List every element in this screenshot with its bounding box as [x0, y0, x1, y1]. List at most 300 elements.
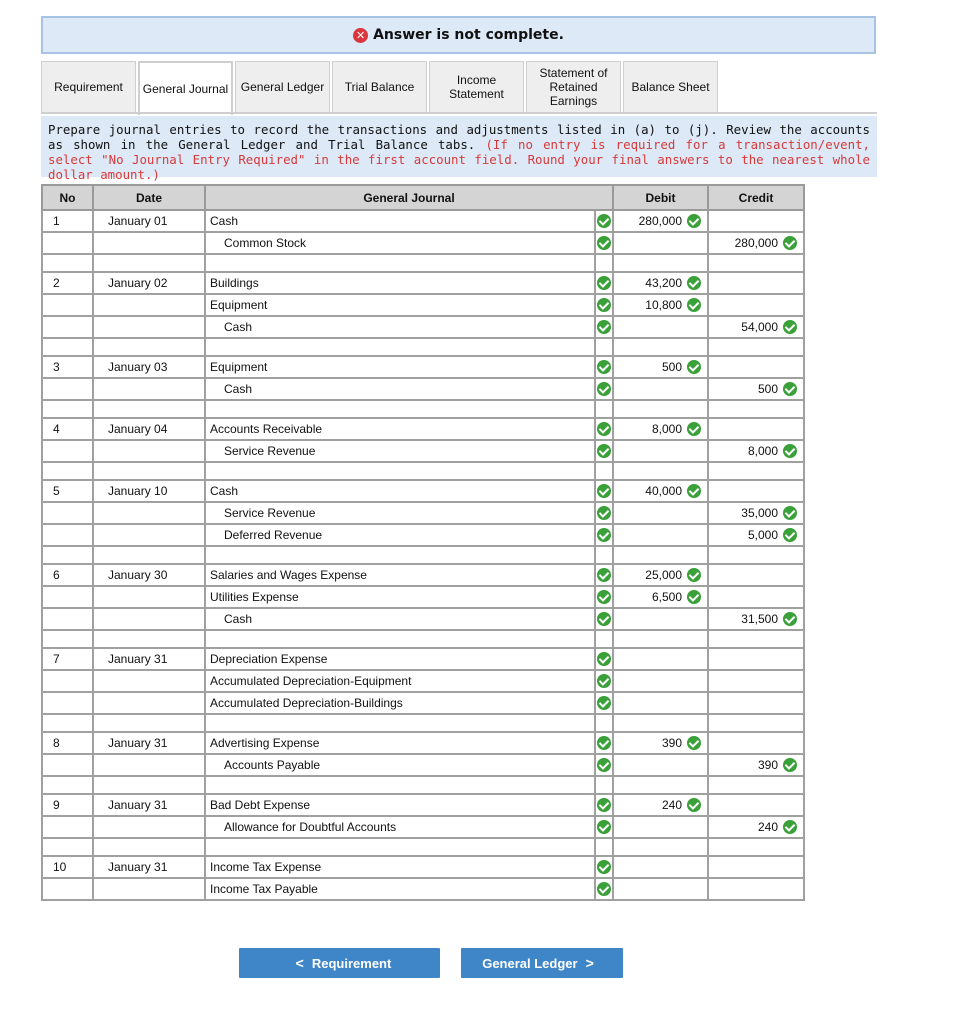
validation-cell — [595, 502, 613, 524]
validation-cell — [595, 210, 613, 232]
account-field[interactable]: Accounts Receivable — [205, 418, 595, 440]
chevron-left-icon: < — [295, 955, 304, 971]
credit-field[interactable] — [708, 692, 804, 714]
entry-date[interactable] — [93, 294, 205, 316]
validation-cell — [595, 670, 613, 692]
credit-value: 8,000 — [747, 443, 778, 458]
entry-number: 9 — [42, 794, 93, 816]
empty-cell — [205, 400, 595, 418]
credit-field[interactable] — [708, 732, 804, 754]
debit-field[interactable] — [613, 648, 708, 670]
check-icon — [783, 444, 797, 458]
entry-date[interactable] — [93, 316, 205, 338]
account-field[interactable]: Income Tax Payable — [205, 878, 595, 900]
instructions-note: (If no entry is required for a transaction/event, select "No Journal Entry Required" in the first account field. Round your final answers to the nearest whole dollar amount.) — [48, 137, 870, 182]
validation-cell — [595, 794, 613, 816]
requirement-nav-button[interactable] — [239, 948, 440, 978]
debit-field[interactable] — [613, 816, 708, 838]
empty-cell — [205, 714, 595, 732]
table-spacer-row — [42, 714, 804, 732]
debit-field[interactable] — [613, 502, 708, 524]
check-icon — [597, 320, 611, 334]
empty-cell — [613, 338, 708, 356]
empty-cell — [93, 462, 205, 480]
check-icon — [597, 696, 611, 710]
table-row — [42, 356, 804, 378]
empty-cell — [205, 338, 595, 356]
empty-cell — [613, 462, 708, 480]
empty-cell — [613, 254, 708, 272]
table-row — [42, 272, 804, 294]
check-icon — [597, 590, 611, 604]
validation-cell — [595, 316, 613, 338]
check-icon — [687, 590, 701, 604]
empty-cell — [42, 838, 93, 856]
table-spacer-row — [42, 776, 804, 794]
debit-field[interactable] — [613, 524, 708, 546]
chevron-right-icon: > — [585, 955, 594, 971]
account-field[interactable]: Service Revenue — [205, 440, 595, 462]
validation-cell — [595, 608, 613, 630]
empty-cell — [595, 776, 613, 794]
empty-cell — [595, 338, 613, 356]
entry-date[interactable]: January 03 — [93, 356, 205, 378]
debit-field[interactable] — [613, 586, 708, 608]
debit-field[interactable] — [613, 272, 708, 294]
validation-cell — [595, 524, 613, 546]
credit-field[interactable] — [708, 878, 804, 900]
empty-cell — [708, 254, 804, 272]
check-icon — [687, 736, 701, 750]
table-header-row — [42, 185, 804, 210]
entry-number: 5 — [42, 480, 93, 502]
entry-date[interactable]: January 01 — [93, 210, 205, 232]
empty-cell — [93, 400, 205, 418]
entry-number — [42, 692, 93, 714]
check-icon — [597, 382, 611, 396]
debit-field[interactable] — [613, 754, 708, 776]
account-field[interactable]: Cash — [205, 378, 595, 400]
debit-value: 43,200 — [645, 275, 682, 290]
debit-value: 500 — [661, 359, 682, 374]
table-row — [42, 754, 804, 776]
check-icon — [687, 798, 701, 812]
check-icon — [597, 568, 611, 582]
table-row — [42, 440, 804, 462]
check-icon — [597, 236, 611, 250]
account-field[interactable]: Accumulated Depreciation-Buildings — [205, 692, 595, 714]
credit-field[interactable] — [708, 608, 804, 630]
empty-cell — [595, 462, 613, 480]
table-row — [42, 502, 804, 524]
empty-cell — [42, 776, 93, 794]
table-spacer-row — [42, 254, 804, 272]
entry-number — [42, 524, 93, 546]
credit-field[interactable] — [708, 524, 804, 546]
empty-cell — [93, 630, 205, 648]
credit-field[interactable] — [708, 210, 804, 232]
account-field[interactable]: Common Stock — [205, 232, 595, 254]
check-icon — [597, 528, 611, 542]
debit-field[interactable] — [613, 378, 708, 400]
table-row — [42, 294, 804, 316]
validation-cell — [595, 586, 613, 608]
empty-cell — [708, 630, 804, 648]
empty-cell — [42, 338, 93, 356]
validation-cell — [595, 232, 613, 254]
debit-field[interactable] — [613, 794, 708, 816]
check-icon — [783, 320, 797, 334]
check-icon — [687, 484, 701, 498]
check-icon — [597, 444, 611, 458]
credit-value: 240 — [757, 819, 778, 834]
check-icon — [687, 568, 701, 582]
check-icon — [597, 882, 611, 896]
validation-cell — [595, 356, 613, 378]
validation-cell — [595, 480, 613, 502]
credit-field[interactable] — [708, 754, 804, 776]
account-field[interactable]: Equipment — [205, 294, 595, 316]
empty-cell — [708, 838, 804, 856]
empty-cell — [93, 714, 205, 732]
entry-number — [42, 502, 93, 524]
entry-date[interactable] — [93, 232, 205, 254]
account-field[interactable]: Deferred Revenue — [205, 524, 595, 546]
error-icon: ✕ — [353, 28, 368, 43]
empty-cell — [595, 714, 613, 732]
table-row — [42, 210, 804, 232]
check-icon — [597, 860, 611, 874]
validation-cell — [595, 294, 613, 316]
credit-field[interactable] — [708, 440, 804, 462]
credit-field[interactable] — [708, 378, 804, 400]
check-icon — [687, 214, 701, 228]
entry-number: 8 — [42, 732, 93, 754]
entry-date[interactable]: January 04 — [93, 418, 205, 440]
empty-cell — [42, 254, 93, 272]
debit-value: 390 — [661, 735, 682, 750]
entry-date[interactable] — [93, 816, 205, 838]
check-icon — [597, 214, 611, 228]
empty-cell — [595, 546, 613, 564]
debit-field[interactable] — [613, 856, 708, 878]
empty-cell — [42, 400, 93, 418]
check-icon — [687, 276, 701, 290]
table-spacer-row — [42, 838, 804, 856]
tab-income-statement[interactable]: Income Statement — [429, 61, 524, 113]
credit-value: 35,000 — [741, 505, 778, 520]
instructions-main: Prepare journal entries to record the transactions and adjustments listed in (a) to (j). Review the accounts as shown in the General Ledger and Trial Balance tabs. — [48, 122, 870, 152]
check-icon — [687, 422, 701, 436]
debit-value: 240 — [661, 797, 682, 812]
validation-cell — [595, 440, 613, 462]
check-icon — [597, 758, 611, 772]
validation-cell — [595, 692, 613, 714]
debit-field[interactable] — [613, 356, 708, 378]
account-field[interactable]: Salaries and Wages Expense — [205, 564, 595, 586]
empty-cell — [613, 400, 708, 418]
table-spacer-row — [42, 400, 804, 418]
empty-cell — [595, 630, 613, 648]
credit-field[interactable] — [708, 480, 804, 502]
table-row — [42, 564, 804, 586]
validation-cell — [595, 732, 613, 754]
entry-number: 6 — [42, 564, 93, 586]
entry-number: 4 — [42, 418, 93, 440]
table-spacer-row — [42, 630, 804, 648]
check-icon — [597, 276, 611, 290]
account-field[interactable]: Advertising Expense — [205, 732, 595, 754]
account-field[interactable]: Cash — [205, 210, 595, 232]
validation-cell — [595, 754, 613, 776]
credit-value: 54,000 — [741, 319, 778, 334]
empty-cell — [42, 714, 93, 732]
tab-balance-sheet[interactable]: Balance Sheet — [623, 61, 718, 113]
credit-field[interactable] — [708, 232, 804, 254]
entry-number — [42, 586, 93, 608]
credit-field[interactable] — [708, 816, 804, 838]
check-icon — [597, 652, 611, 666]
table-row — [42, 378, 804, 400]
table-row — [42, 692, 804, 714]
empty-cell — [205, 838, 595, 856]
header-debit: Debit — [613, 185, 708, 210]
check-icon — [783, 758, 797, 772]
entry-number — [42, 608, 93, 630]
entry-date[interactable] — [93, 754, 205, 776]
check-icon — [783, 612, 797, 626]
credit-value: 31,500 — [741, 611, 778, 626]
entry-date[interactable]: January 31 — [93, 856, 205, 878]
credit-field[interactable] — [708, 356, 804, 378]
table-row — [42, 670, 804, 692]
credit-field[interactable] — [708, 418, 804, 440]
table-row — [42, 524, 804, 546]
check-icon — [687, 360, 701, 374]
credit-field[interactable] — [708, 856, 804, 878]
empty-cell — [613, 838, 708, 856]
account-field[interactable]: Buildings — [205, 272, 595, 294]
empty-cell — [595, 838, 613, 856]
entry-date[interactable] — [93, 608, 205, 630]
header-credit: Credit — [708, 185, 804, 210]
credit-field[interactable] — [708, 294, 804, 316]
check-icon — [597, 298, 611, 312]
header-no: No — [42, 185, 93, 210]
empty-cell — [42, 546, 93, 564]
account-field[interactable]: Depreciation Expense — [205, 648, 595, 670]
debit-field[interactable] — [613, 210, 708, 232]
entry-number — [42, 232, 93, 254]
debit-value: 10,800 — [645, 297, 682, 312]
empty-cell — [595, 254, 613, 272]
empty-cell — [205, 254, 595, 272]
credit-field[interactable] — [708, 272, 804, 294]
check-icon — [597, 360, 611, 374]
debit-field[interactable] — [613, 670, 708, 692]
tab-requirement[interactable]: Requirement — [41, 61, 136, 113]
debit-field[interactable] — [613, 480, 708, 502]
entry-date[interactable] — [93, 586, 205, 608]
entry-number — [42, 816, 93, 838]
debit-field[interactable] — [613, 418, 708, 440]
table-row — [42, 878, 804, 900]
empty-cell — [205, 462, 595, 480]
entry-date[interactable] — [93, 878, 205, 900]
credit-field[interactable] — [708, 586, 804, 608]
table-row — [42, 856, 804, 878]
debit-field[interactable] — [613, 564, 708, 586]
tab-statement-retained-earnings[interactable]: Statement of Retained Earnings — [526, 61, 621, 113]
check-icon — [783, 820, 797, 834]
credit-value: 390 — [757, 757, 778, 772]
requirement-nav-label: Requirement — [311, 955, 392, 971]
entry-number: 1 — [42, 210, 93, 232]
empty-cell — [613, 776, 708, 794]
general-ledger-nav-button[interactable] — [461, 948, 623, 978]
entry-number: 10 — [42, 856, 93, 878]
empty-cell — [93, 546, 205, 564]
empty-cell — [93, 776, 205, 794]
banner-text: Answer is not complete. — [373, 27, 564, 43]
check-icon — [597, 422, 611, 436]
entry-date[interactable]: January 02 — [93, 272, 205, 294]
credit-field[interactable] — [708, 564, 804, 586]
credit-field[interactable] — [708, 670, 804, 692]
empty-cell — [708, 714, 804, 732]
table-row — [42, 586, 804, 608]
entry-date[interactable]: January 31 — [93, 648, 205, 670]
table-spacer-row — [42, 338, 804, 356]
account-field[interactable]: Utilities Expense — [205, 586, 595, 608]
credit-field[interactable] — [708, 794, 804, 816]
account-field[interactable]: Bad Debt Expense — [205, 794, 595, 816]
general-ledger-nav-label: General Ledger — [482, 955, 578, 971]
table-row — [42, 418, 804, 440]
check-icon — [783, 236, 797, 250]
general-journal-table — [41, 184, 805, 901]
header-general-journal: General Journal — [205, 185, 613, 210]
validation-cell — [595, 272, 613, 294]
account-field[interactable]: Cash — [205, 608, 595, 630]
entry-date[interactable] — [93, 502, 205, 524]
debit-value: 280,000 — [638, 213, 682, 228]
entry-number — [42, 378, 93, 400]
table-spacer-row — [42, 546, 804, 564]
empty-cell — [708, 400, 804, 418]
validation-cell — [595, 378, 613, 400]
validation-cell — [595, 418, 613, 440]
account-field[interactable]: Service Revenue — [205, 502, 595, 524]
entry-date[interactable]: January 31 — [93, 732, 205, 754]
debit-field[interactable] — [613, 692, 708, 714]
table-row — [42, 608, 804, 630]
entry-date[interactable]: January 10 — [93, 480, 205, 502]
entry-date[interactable]: January 30 — [93, 564, 205, 586]
debit-value: 6,500 — [651, 589, 682, 604]
account-field[interactable]: Accounts Payable — [205, 754, 595, 776]
debit-field[interactable] — [613, 440, 708, 462]
debit-field[interactable] — [613, 316, 708, 338]
empty-cell — [613, 630, 708, 648]
tab-divider — [41, 112, 877, 114]
table-spacer-row — [42, 462, 804, 480]
account-field[interactable]: Income Tax Expense — [205, 856, 595, 878]
check-icon — [783, 382, 797, 396]
empty-cell — [708, 776, 804, 794]
empty-cell — [613, 714, 708, 732]
entry-date[interactable] — [93, 670, 205, 692]
entry-number — [42, 670, 93, 692]
tab-bar — [41, 61, 720, 113]
tab-trial-balance[interactable]: Trial Balance — [332, 61, 427, 113]
entry-number: 2 — [42, 272, 93, 294]
debit-field[interactable] — [613, 294, 708, 316]
check-icon — [783, 506, 797, 520]
answer-status-banner — [41, 16, 876, 54]
entry-date[interactable]: January 31 — [93, 794, 205, 816]
validation-cell — [595, 816, 613, 838]
credit-field[interactable] — [708, 502, 804, 524]
check-icon — [597, 484, 611, 498]
validation-cell — [595, 648, 613, 670]
table-row — [42, 316, 804, 338]
account-field[interactable]: Cash — [205, 316, 595, 338]
check-icon — [687, 298, 701, 312]
entry-date[interactable] — [93, 692, 205, 714]
entry-number — [42, 440, 93, 462]
empty-cell — [708, 462, 804, 480]
entry-date[interactable] — [93, 440, 205, 462]
table-row — [42, 732, 804, 754]
entry-date[interactable] — [93, 524, 205, 546]
debit-field[interactable] — [613, 232, 708, 254]
entry-number: 3 — [42, 356, 93, 378]
check-icon — [783, 528, 797, 542]
empty-cell — [93, 338, 205, 356]
check-icon — [597, 820, 611, 834]
credit-field[interactable] — [708, 316, 804, 338]
entry-number — [42, 878, 93, 900]
debit-field[interactable] — [613, 608, 708, 630]
empty-cell — [708, 338, 804, 356]
check-icon — [597, 612, 611, 626]
credit-value: 5,000 — [747, 527, 778, 542]
validation-cell — [595, 856, 613, 878]
check-icon — [597, 674, 611, 688]
empty-cell — [595, 400, 613, 418]
debit-field[interactable] — [613, 878, 708, 900]
empty-cell — [42, 630, 93, 648]
credit-value: 280,000 — [734, 235, 778, 250]
credit-field[interactable] — [708, 648, 804, 670]
table-row — [42, 816, 804, 838]
tab-general-ledger[interactable]: General Ledger — [235, 61, 330, 113]
account-field[interactable]: Cash — [205, 480, 595, 502]
tab-general-journal[interactable]: General Journal — [138, 61, 233, 115]
debit-value: 40,000 — [645, 483, 682, 498]
empty-cell — [42, 462, 93, 480]
debit-field[interactable] — [613, 732, 708, 754]
account-field[interactable]: Accumulated Depreciation-Equipment — [205, 670, 595, 692]
account-field[interactable]: Equipment — [205, 356, 595, 378]
empty-cell — [708, 546, 804, 564]
instructions — [41, 116, 877, 182]
table-row — [42, 648, 804, 670]
account-field[interactable]: Allowance for Doubtful Accounts — [205, 816, 595, 838]
entry-number: 7 — [42, 648, 93, 670]
entry-date[interactable] — [93, 378, 205, 400]
